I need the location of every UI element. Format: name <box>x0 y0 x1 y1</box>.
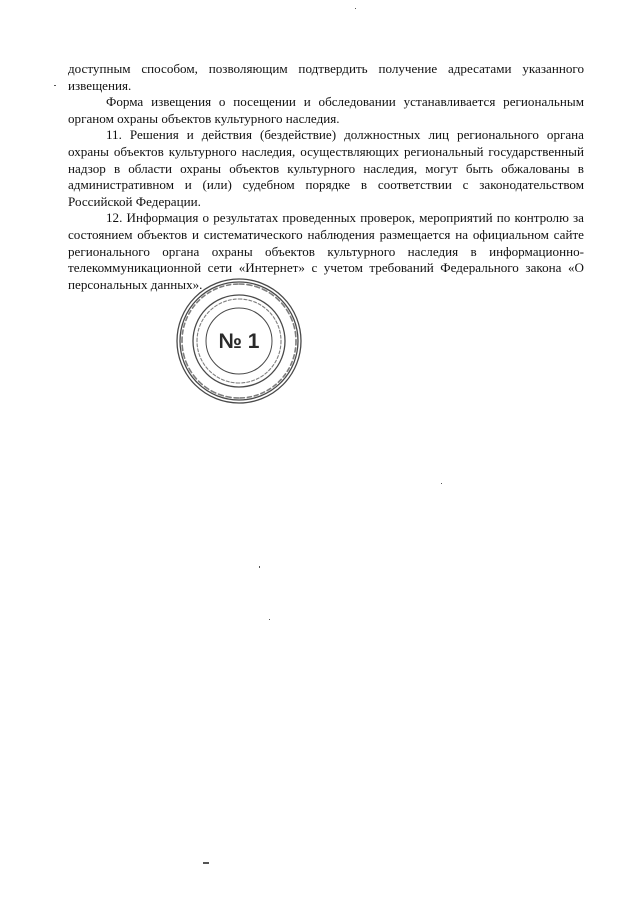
paragraph-12-information: 12. Информация о результатах проведенных проверок, мероприятий по контролю за состоянием объектов и систематического наблюдения размещается на официальном сайте регионального органа охраны объектов культурного наследия в информационно-телекоммуникационной сети «Интернет» с учетом требований Федерального закона «О персональных данных». <box>68 210 584 292</box>
paragraph-notice-form: Форма извещения о посещении и обследовании устанавливается региональным органом охраны объектов культурного наследия. <box>68 94 584 126</box>
scan-speck <box>203 862 209 864</box>
scan-speck <box>355 8 356 9</box>
official-seal <box>174 276 304 406</box>
scan-speck <box>441 483 442 484</box>
scan-speck <box>259 566 260 568</box>
seal-number: № 1 <box>218 330 260 353</box>
document-body <box>68 61 584 293</box>
scan-speck <box>269 619 270 620</box>
paragraph-continuation: доступным способом, позволяющим подтвердить получение адресатами указанного извещения. <box>68 61 584 93</box>
paragraph-11-appeals: 11. Решения и действия (бездействие) должностных лиц регионального органа охраны объектов культурного наследия, осуществляющих региональный государственный надзор в области охраны объектов культурного наследия, могут быть обжалованы в административном и (или) судебном порядке в соответствии с законодательством Российской Федерации. <box>68 127 584 209</box>
scan-speck <box>54 85 56 86</box>
